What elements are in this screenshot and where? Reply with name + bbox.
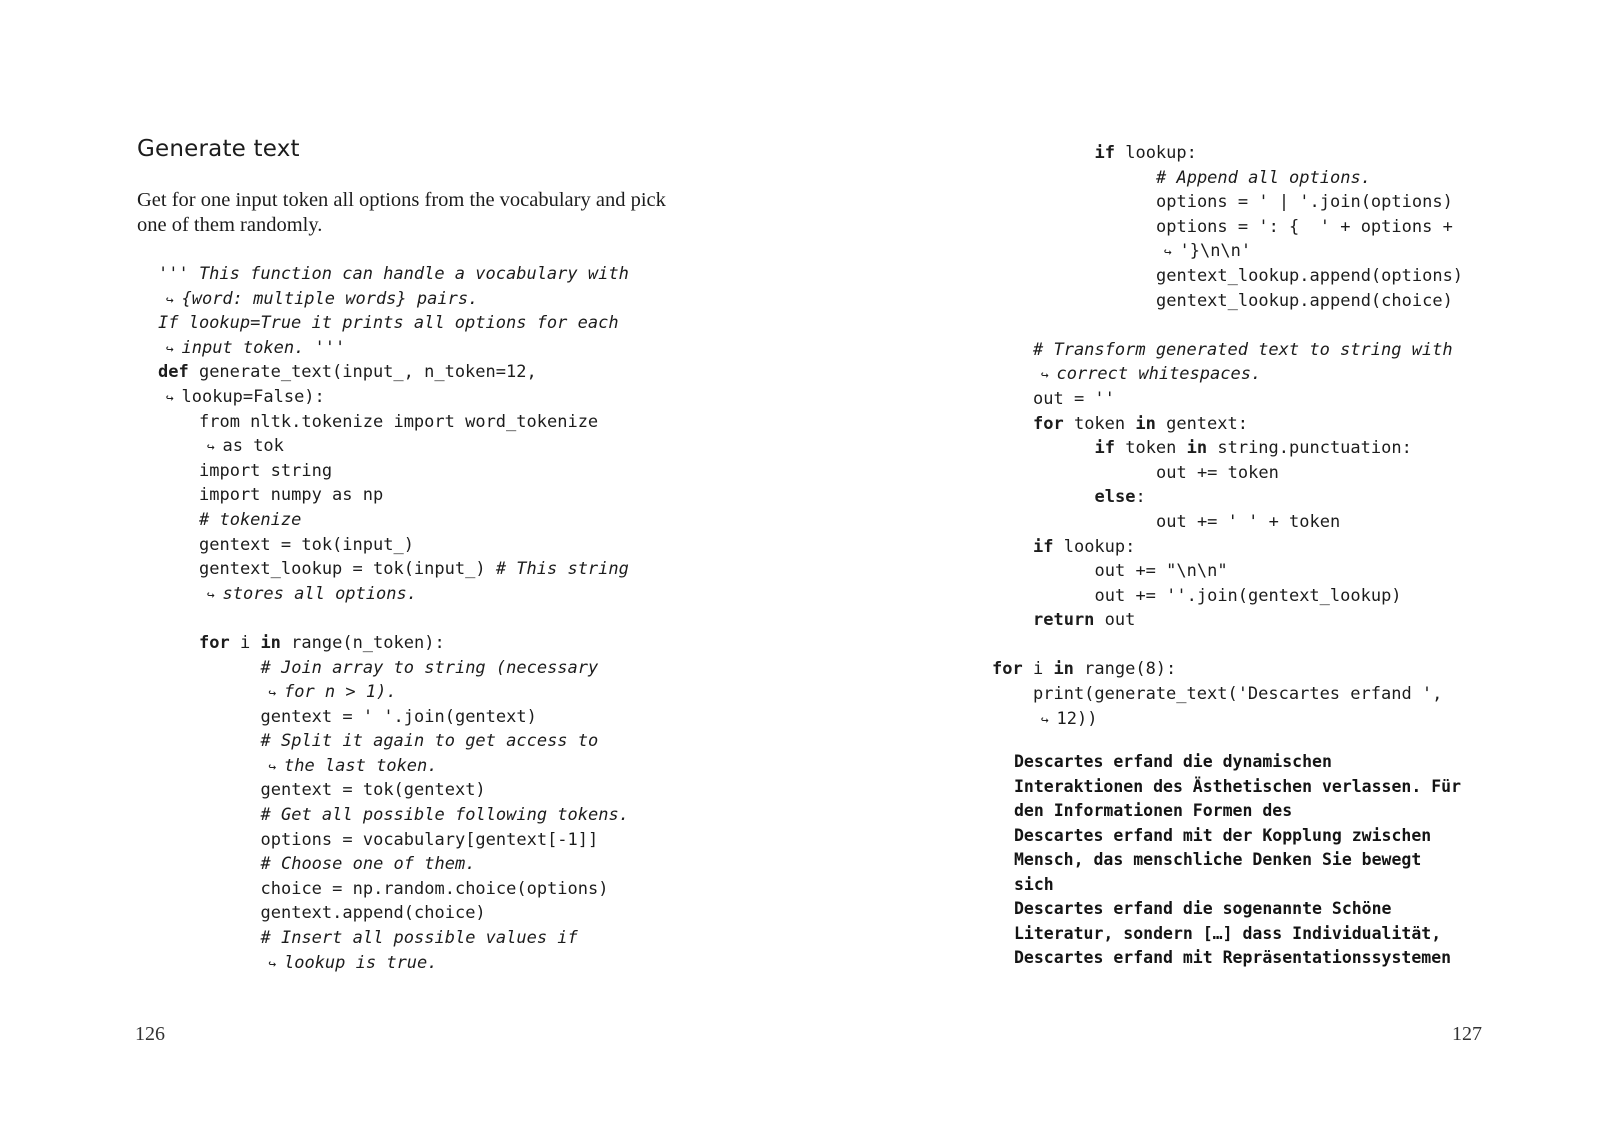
- code-token: 12)): [1056, 708, 1098, 729]
- code-line: [992, 289, 1463, 314]
- code-comment: for n > 1).: [283, 682, 397, 703]
- code-comment: # Split it again to get access to: [260, 731, 599, 752]
- code-line: [158, 803, 629, 828]
- code-token: :: [1135, 487, 1146, 508]
- code-block-right: [992, 141, 1463, 731]
- code-token: from nltk.tokenize import word_tokenize: [199, 411, 599, 432]
- code-token: lookup:: [1053, 536, 1136, 557]
- code-token: gentext:: [1155, 413, 1248, 434]
- code-line: [158, 754, 629, 779]
- code-comment: # Insert all possible values if: [260, 928, 578, 949]
- code-line: [992, 707, 1463, 732]
- code-keyword: for: [992, 659, 1023, 680]
- code-comment: input token. ''': [181, 337, 346, 358]
- code-token: out += ' ' + token: [1156, 511, 1341, 532]
- output-line: Descartes erfand mit Repräsentationssystemen: [1014, 948, 1452, 967]
- output-line: Descartes erfand die sogenannte Schöne: [1014, 899, 1392, 918]
- page-number-left: 126: [135, 1023, 165, 1045]
- code-keyword: def: [158, 362, 189, 383]
- code-keyword: in: [1135, 413, 1156, 434]
- code-line: [158, 828, 629, 853]
- code-line: [158, 656, 629, 681]
- code-token: out += "\n\n": [1094, 561, 1228, 582]
- code-line: [992, 657, 1463, 682]
- continuation-arrow-icon: ↪: [1156, 245, 1180, 261]
- code-line: [992, 387, 1463, 412]
- code-comment: # Get all possible following tokens.: [260, 805, 629, 826]
- code-token: gentext = ' '.join(gentext): [260, 706, 537, 727]
- program-output: [1014, 750, 1461, 971]
- code-token: i: [1022, 659, 1054, 680]
- code-line: [992, 608, 1463, 633]
- code-token: generate_text(input_, n_token=12,: [188, 362, 537, 383]
- code-comment: # tokenize: [199, 509, 302, 530]
- code-comment: If lookup=True it prints all options for each: [158, 313, 619, 334]
- code-token: options = ' | '.join(options): [1156, 192, 1453, 213]
- code-line: [992, 559, 1463, 584]
- continuation-arrow-icon: ↪: [199, 587, 223, 603]
- code-token: gentext_lookup.append(options): [1156, 265, 1464, 286]
- code-line: [992, 412, 1463, 437]
- continuation-arrow-icon: ↪: [1033, 368, 1057, 384]
- code-comment: ''' This function can handle a vocabulary with: [158, 264, 629, 284]
- code-keyword: if: [1033, 536, 1054, 557]
- continuation-arrow-icon: ↪: [260, 686, 284, 702]
- code-comment: # Join array to string (necessary: [260, 657, 599, 678]
- code-token: choice = np.random.choice(options): [260, 878, 609, 899]
- section-heading: Generate text: [137, 136, 300, 162]
- output-line: Descartes erfand die dynamischen: [1014, 752, 1332, 771]
- code-keyword: in: [1053, 659, 1074, 680]
- output-line: sich: [1014, 874, 1054, 894]
- code-token: '}\n\n': [1179, 241, 1252, 262]
- code-token: lookup:: [1114, 143, 1197, 163]
- code-keyword: else: [1094, 487, 1136, 508]
- code-line: [158, 385, 629, 410]
- code-line: [992, 166, 1463, 191]
- code-line: [158, 926, 629, 951]
- code-keyword: return: [1033, 610, 1095, 631]
- code-keyword: in: [1186, 438, 1208, 459]
- code-line: [992, 510, 1463, 535]
- code-line: [992, 584, 1463, 609]
- code-line: [992, 141, 1463, 166]
- code-token: gentext = tok(input_): [199, 534, 414, 555]
- code-line: [158, 680, 629, 705]
- continuation-arrow-icon: ↪: [260, 759, 284, 775]
- code-token: out = '': [1033, 388, 1115, 409]
- code-line: [158, 459, 629, 484]
- right-page: [806, 0, 1612, 1130]
- code-line: [158, 508, 629, 533]
- code-comment: {word: multiple words} pairs.: [181, 288, 479, 309]
- code-line: [158, 311, 629, 336]
- code-token: import string: [199, 460, 333, 481]
- output-line: Descartes erfand mit der Kopplung zwischen: [1014, 825, 1432, 845]
- code-line: [158, 410, 629, 435]
- code-comment: # Choose one of them.: [260, 854, 476, 875]
- code-line: [158, 778, 629, 803]
- code-token: out += ''.join(gentext_lookup): [1094, 585, 1402, 606]
- output-line: Mensch, das menschliche Denken Sie bewegt: [1014, 850, 1422, 869]
- code-line: [992, 682, 1463, 707]
- code-line: [992, 338, 1463, 363]
- code-token: gentext.append(choice): [260, 903, 486, 924]
- code-line: [158, 852, 629, 877]
- code-line: [158, 901, 629, 926]
- code-token: range(8):: [1073, 659, 1177, 680]
- code-comment: stores all options.: [222, 583, 417, 604]
- code-keyword: if: [1094, 143, 1115, 163]
- code-token: out: [1094, 610, 1136, 631]
- continuation-arrow-icon: ↪: [1033, 712, 1057, 728]
- code-line: [158, 705, 629, 730]
- code-comment: lookup is true.: [283, 952, 438, 973]
- code-line: [992, 633, 1463, 658]
- code-line: [158, 606, 629, 631]
- code-comment: correct whitespaces.: [1056, 364, 1262, 385]
- continuation-arrow-icon: ↪: [158, 390, 182, 406]
- code-line: [992, 215, 1463, 240]
- code-keyword: for: [1033, 413, 1064, 434]
- code-keyword: in: [260, 632, 281, 653]
- code-block-left: [158, 262, 629, 975]
- continuation-arrow-icon: ↪: [260, 956, 284, 972]
- continuation-arrow-icon: ↪: [158, 292, 182, 308]
- code-token: token: [1063, 413, 1136, 434]
- code-line: [158, 582, 629, 607]
- code-line: [992, 535, 1463, 560]
- code-line: [158, 434, 629, 459]
- code-comment: the last token.: [283, 755, 438, 776]
- code-line: [158, 951, 629, 976]
- code-line: [158, 360, 629, 385]
- code-token: gentext_lookup = tok(input_): [199, 559, 496, 580]
- output-line: Literatur, sondern […] dass Individualität,: [1014, 923, 1442, 943]
- intro-paragraph: Get for one input token all options from the vocabulary and pick one of them randomly.: [137, 189, 666, 236]
- code-token: gentext_lookup.append(choice): [1156, 290, 1453, 311]
- code-line: [158, 287, 629, 312]
- code-line: [992, 362, 1463, 387]
- code-comment: # Transform generated text to string with: [1033, 339, 1453, 360]
- code-line: [992, 239, 1463, 264]
- code-line: [158, 533, 629, 558]
- code-token: token: [1114, 438, 1187, 459]
- code-line: [992, 313, 1463, 338]
- code-line: [992, 485, 1463, 510]
- code-token: import numpy as np: [199, 485, 384, 506]
- continuation-arrow-icon: ↪: [199, 440, 223, 456]
- code-token: lookup=False):: [181, 386, 325, 407]
- code-line: [992, 436, 1463, 461]
- code-line: [158, 729, 629, 754]
- code-token: gentext = tok(gentext): [260, 780, 486, 801]
- code-keyword: if: [1094, 438, 1115, 459]
- code-token: print(generate_text('Descartes erfand ',: [1033, 684, 1443, 705]
- code-token: i: [229, 632, 261, 653]
- output-line: Interaktionen des Ästhetischen verlassen. Für: [1014, 776, 1462, 796]
- code-keyword: for: [199, 632, 230, 653]
- code-line: [992, 190, 1463, 215]
- code-line: [992, 264, 1463, 289]
- output-line: den Informationen Formen des: [1014, 801, 1293, 820]
- code-token: string.punctuation:: [1207, 438, 1412, 459]
- code-line: [158, 631, 629, 656]
- code-line: [158, 262, 629, 287]
- code-comment: # This string: [495, 559, 629, 580]
- code-token: range(n_token):: [280, 632, 445, 653]
- page-number-right: 127: [1452, 1023, 1482, 1045]
- code-line: [158, 877, 629, 902]
- continuation-arrow-icon: ↪: [158, 341, 182, 357]
- code-line: [158, 336, 629, 361]
- code-comment: # Append all options.: [1156, 167, 1371, 188]
- code-line: [992, 461, 1463, 486]
- code-line: [158, 483, 629, 508]
- code-token: options = vocabulary[gentext[-1]]: [260, 829, 599, 850]
- code-line: [158, 557, 629, 582]
- code-token: out += token: [1156, 462, 1279, 483]
- code-token: as tok: [222, 436, 284, 457]
- code-token: options = ': { ' + options +: [1156, 216, 1453, 237]
